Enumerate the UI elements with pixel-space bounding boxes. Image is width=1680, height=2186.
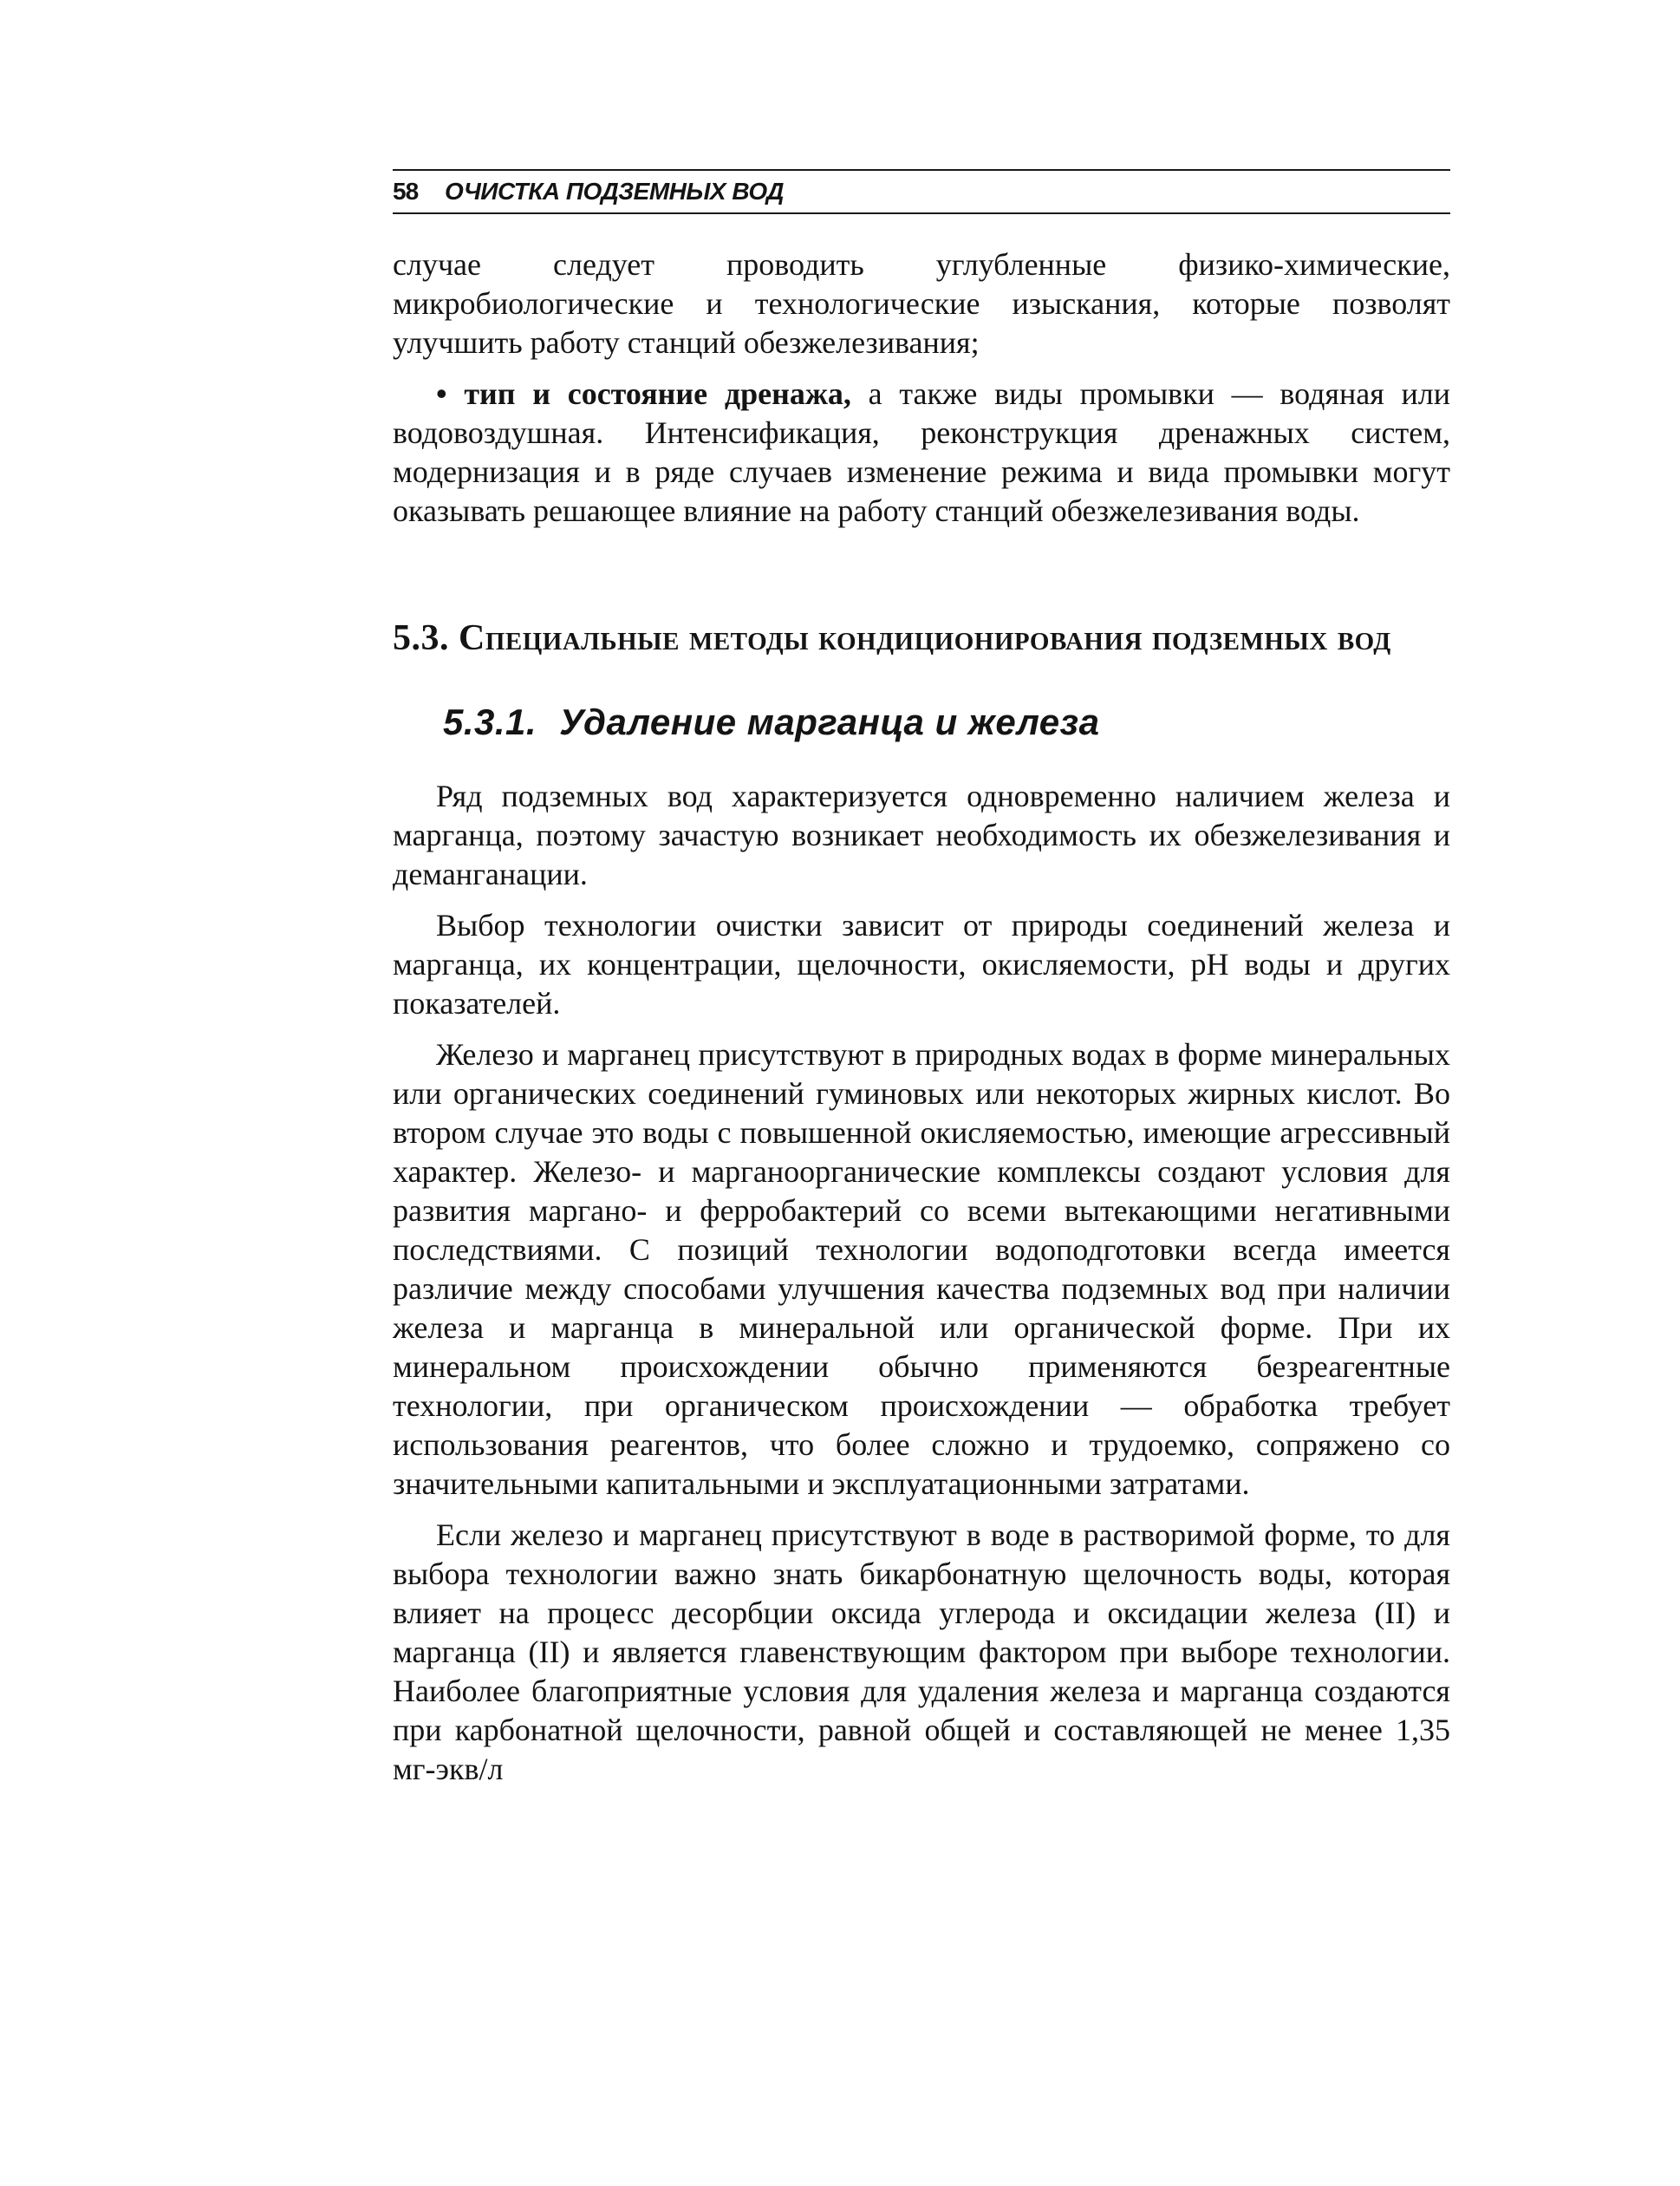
document-page: [393, 169, 1450, 1801]
bullet-item: [393, 375, 1450, 531]
subsection-heading: [443, 699, 1450, 746]
running-title: ОЧИСТКА ПОДЗЕМНЫХ ВОД: [445, 178, 785, 205]
running-header: [393, 169, 1450, 214]
section-number: 5.3.: [393, 618, 449, 658]
paragraph-continuation: случае следует проводить углубленные физико-химические, микробиологические и технологические изыскания, которые позволят улучшить работу станций обезжелезивания;: [393, 247, 1450, 360]
subsection-title: Удаление марганца и железа: [559, 701, 1100, 742]
paragraph: Железо и марганец присутствуют в природных водах в форме минеральных или органических соединений гуминовых или некоторых жирных кислот. Во втором случае это воды с повышенной окисляемостью, имеющие агрессивный характер. Железо- и марганоорганические комплексы создают условия для развития маргано- и ферробактерий со всеми вытекающими негативными последствиями. С позиций технологии водоподготовки всегда имеется различие между способами улучшения качества подземных вод при наличии железа и марганца в минеральной или органической форме. При их минеральном происхождении обычно применяются безреагентные технологии, при органическом происхождении — обработка требует использования реагентов, что более сложно и трудоемко, сопряжено со значительными капитальными и эксплуатационными затратами.: [393, 1037, 1450, 1501]
paragraph: Ряд подземных вод характеризуется одновременно наличием железа и марганца, поэтому зачастую возникает необходимость их обезжелезивания и деманганации.: [393, 779, 1450, 891]
bullet-term: тип и состояние дренажа,: [464, 376, 851, 411]
page-number: 58: [393, 178, 419, 205]
bullet-text: а также виды промывки — водяная или водовоздушная. Интенсификация, реконструкция дренажных систем, модернизация и в ряде случаев изменение режима и вида промывки могут оказывать решающее влияние на работу станций обезжелезивания воды.: [393, 376, 1450, 528]
section-heading: [393, 614, 1450, 662]
bullet-mark: •: [436, 376, 447, 411]
section-title: Специальные методы кондиционирования подземных вод: [459, 618, 1391, 658]
paragraph: Выбор технологии очистки зависит от природы соединений железа и марганца, их концентрации, щелочности, окисляемости, pH воды и других показателей.: [393, 908, 1450, 1021]
subsection-number: 5.3.1.: [443, 701, 537, 742]
paragraph: Если железо и марганец присутствуют в воде в растворимой форме, то для выбора технологии важно знать бикарбонатную щелочность воды, которая влияет на процесс десорбции оксида углерода и оксидации железа (II) и марганца (II) и является главенствующим фактором при выборе технологии. Наиболее благоприятные условия для удаления железа и марганца создаются при карбонатной щелочности, равной общей и составляющей не менее 1,35 мг-экв/л: [393, 1517, 1450, 1786]
